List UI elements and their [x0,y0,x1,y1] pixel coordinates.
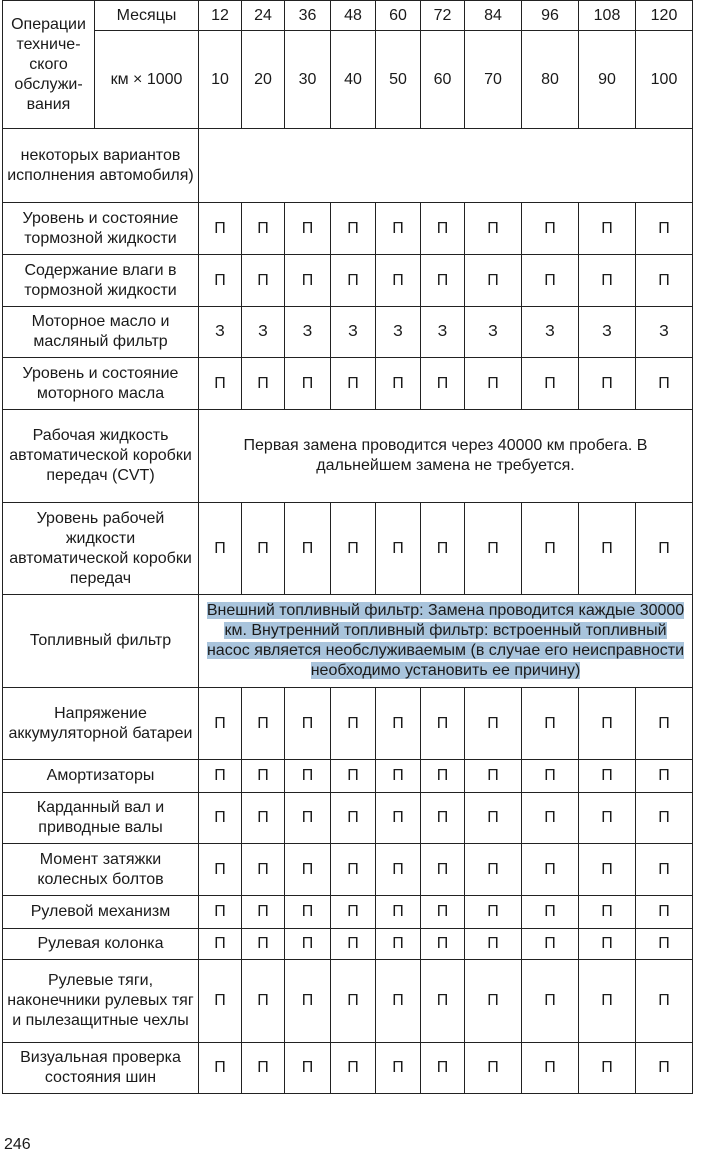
schedule-cell: П [285,203,331,255]
month-header: 72 [421,1,465,31]
operation-name: Амортизаторы [3,760,199,793]
schedule-cell: П [579,929,636,960]
schedule-cell: П [331,896,376,929]
schedule-cell: З [331,307,376,358]
table-row [3,1043,693,1094]
schedule-cell: П [636,929,693,960]
schedule-cell: П [331,688,376,760]
month-header: 96 [522,1,579,31]
schedule-cell: П [522,1043,579,1094]
schedule-cell: П [376,929,421,960]
schedule-cell: П [285,688,331,760]
month-header: 24 [242,1,285,31]
schedule-cell: П [376,1043,421,1094]
schedule-cell: П [242,688,285,760]
schedule-cell: П [421,503,465,595]
empty-cell [199,129,693,203]
schedule-cell: П [465,688,522,760]
operation-name: Карданный вал и приводные валы [3,793,199,844]
schedule-cell: П [285,896,331,929]
schedule-cell: П [331,358,376,410]
km-header: 30 [285,31,331,129]
header-row-km [3,31,693,129]
schedule-cell: П [522,760,579,793]
schedule-cell: П [331,960,376,1043]
schedule-cell: П [376,358,421,410]
schedule-cell: П [376,255,421,307]
schedule-cell: П [636,844,693,896]
schedule-cell: П [199,358,242,410]
operation-name: Рулевая колонка [3,929,199,960]
operation-name: некоторых вариантов исполнения автомобиля) [3,129,199,203]
schedule-cell: П [421,844,465,896]
schedule-cell: З [636,307,693,358]
schedule-cell: П [242,760,285,793]
schedule-cell: П [242,896,285,929]
schedule-cell: П [522,844,579,896]
month-header: 120 [636,1,693,31]
table-row [3,595,693,688]
schedule-cell: П [242,255,285,307]
schedule-cell: П [579,358,636,410]
months-label: Месяцы [95,1,199,31]
month-header: 36 [285,1,331,31]
schedule-cell: П [579,503,636,595]
schedule-cell: П [636,793,693,844]
schedule-cell: П [636,358,693,410]
schedule-cell: З [579,307,636,358]
schedule-cell: П [421,793,465,844]
schedule-cell: П [285,358,331,410]
schedule-cell: П [579,896,636,929]
schedule-cell: З [421,307,465,358]
schedule-cell: П [522,255,579,307]
schedule-cell: П [421,1043,465,1094]
schedule-cell: П [636,688,693,760]
table-row [3,129,693,203]
schedule-cell: П [421,255,465,307]
schedule-cell: П [465,1043,522,1094]
schedule-cell: П [421,896,465,929]
schedule-cell: П [199,929,242,960]
km-header: 10 [199,31,242,129]
schedule-cell: З [199,307,242,358]
schedule-cell: П [579,793,636,844]
km-header: 40 [331,31,376,129]
operation-name: Момент затяжки колесных болтов [3,844,199,896]
schedule-cell: П [579,960,636,1043]
schedule-cell: П [242,929,285,960]
schedule-cell: З [522,307,579,358]
schedule-cell: П [331,503,376,595]
month-header: 108 [579,1,636,31]
km-header: 60 [421,31,465,129]
schedule-cell: П [465,896,522,929]
schedule-cell: П [579,255,636,307]
month-header: 12 [199,1,242,31]
schedule-cell: П [522,793,579,844]
schedule-cell: П [636,203,693,255]
month-header: 48 [331,1,376,31]
schedule-cell: П [522,203,579,255]
operation-name: Рабочая жидкость автоматической коробки передач (CVT) [3,410,199,503]
operation-note [199,410,693,503]
schedule-cell: П [199,844,242,896]
table-row [3,203,693,255]
schedule-cell: П [285,1043,331,1094]
schedule-cell: П [376,503,421,595]
schedule-cell: П [636,255,693,307]
table-row [3,929,693,960]
table-row [3,307,693,358]
schedule-cell: П [242,793,285,844]
schedule-cell: П [522,688,579,760]
schedule-cell: П [199,793,242,844]
table-row [3,358,693,410]
operation-name: Уровень рабочей жидкости автоматической коробки передач [3,503,199,595]
table-row [3,793,693,844]
table-row [3,760,693,793]
schedule-cell: П [376,688,421,760]
operation-name: Топливный фильтр [3,595,199,688]
schedule-cell: П [636,503,693,595]
schedule-cell: П [522,929,579,960]
header-row-months [3,1,693,31]
schedule-cell: П [465,960,522,1043]
schedule-cell: П [421,760,465,793]
schedule-cell: П [522,896,579,929]
schedule-cell: П [242,503,285,595]
schedule-cell: П [465,844,522,896]
table-row [3,503,693,595]
month-header: 84 [465,1,522,31]
schedule-cell: П [465,793,522,844]
schedule-cell: П [465,203,522,255]
schedule-cell: П [636,896,693,929]
schedule-cell: П [636,960,693,1043]
schedule-cell: П [285,793,331,844]
schedule-cell: П [242,844,285,896]
km-label: км × 1000 [95,31,199,129]
schedule-cell: П [376,960,421,1043]
km-header: 20 [242,31,285,129]
operation-name: Уровень и состояние моторного масла [3,358,199,410]
schedule-cell: П [376,844,421,896]
table-row [3,688,693,760]
schedule-cell: П [285,844,331,896]
schedule-cell: П [285,960,331,1043]
page-number: 246 [4,1136,31,1153]
schedule-cell: П [331,203,376,255]
month-header: 60 [376,1,421,31]
schedule-cell: П [522,503,579,595]
schedule-cell: П [331,929,376,960]
schedule-cell: П [199,960,242,1043]
table-row [3,255,693,307]
schedule-cell: П [242,1043,285,1094]
schedule-cell: П [285,929,331,960]
schedule-cell: П [636,1043,693,1094]
table-row [3,960,693,1043]
schedule-cell: П [421,203,465,255]
schedule-cell: П [199,896,242,929]
schedule-cell: П [465,255,522,307]
schedule-cell: П [285,503,331,595]
operation-name: Уровень и состояние тормозной жидкости [3,203,199,255]
schedule-cell: П [465,760,522,793]
schedule-cell: П [636,760,693,793]
schedule-cell: П [579,760,636,793]
schedule-cell: П [465,358,522,410]
schedule-cell: З [465,307,522,358]
schedule-cell: П [199,1043,242,1094]
operation-name: Напряжение аккумуляторной батареи [3,688,199,760]
operation-name: Визуальная проверка состояния шин [3,1043,199,1094]
schedule-cell: П [331,1043,376,1094]
schedule-cell: З [376,307,421,358]
schedule-cell: П [579,844,636,896]
schedule-cell: П [199,760,242,793]
km-header: 100 [636,31,693,129]
schedule-cell: П [579,1043,636,1094]
schedule-cell: П [421,960,465,1043]
note-text: Первая замена проводится через 40000 км пробега. В дальнейшем замена не требуется. [243,437,648,474]
operation-name: Рулевой механизм [3,896,199,929]
km-header: 70 [465,31,522,129]
schedule-cell: П [199,503,242,595]
schedule-cell: П [465,929,522,960]
schedule-cell: П [199,688,242,760]
schedule-cell: П [579,203,636,255]
km-header: 90 [579,31,636,129]
operation-name: Содержание влаги в тормозной жидкости [3,255,199,307]
schedule-cell: П [331,255,376,307]
table-row [3,410,693,503]
schedule-cell: П [331,793,376,844]
schedule-cell: З [242,307,285,358]
schedule-cell: П [465,503,522,595]
schedule-cell: П [421,929,465,960]
schedule-cell: П [242,203,285,255]
table-row [3,896,693,929]
schedule-cell: П [242,960,285,1043]
operation-name: Рулевые тяги, наконечники рулевых тяг и пылезащитные чехлы [3,960,199,1043]
km-header: 80 [522,31,579,129]
schedule-cell: П [376,203,421,255]
note-text: Внешний топливный фильтр: Замена проводится каждые 30000 км. Внутренний топливный фильтр: встроенный топливный насос является необслуживаемым (в случае его неисправности необходимо установить ее причину) [206,602,685,679]
schedule-cell: П [421,358,465,410]
km-header: 50 [376,31,421,129]
operation-name: Моторное масло и масляный фильтр [3,307,199,358]
operations-header: Операции техниче-ского обслужи-вания [3,1,95,129]
schedule-cell: П [242,358,285,410]
schedule-cell: П [285,255,331,307]
schedule-cell: П [331,844,376,896]
schedule-cell: П [522,960,579,1043]
schedule-cell: П [579,688,636,760]
schedule-cell: П [331,760,376,793]
schedule-cell: П [376,760,421,793]
maintenance-schedule-table [2,0,693,1094]
schedule-cell: П [199,255,242,307]
schedule-cell: П [376,793,421,844]
operation-note [199,595,693,688]
schedule-cell: П [522,358,579,410]
schedule-cell: П [199,203,242,255]
table-row [3,844,693,896]
schedule-cell: П [285,760,331,793]
schedule-cell: П [376,896,421,929]
schedule-cell: П [421,688,465,760]
schedule-cell: З [285,307,331,358]
